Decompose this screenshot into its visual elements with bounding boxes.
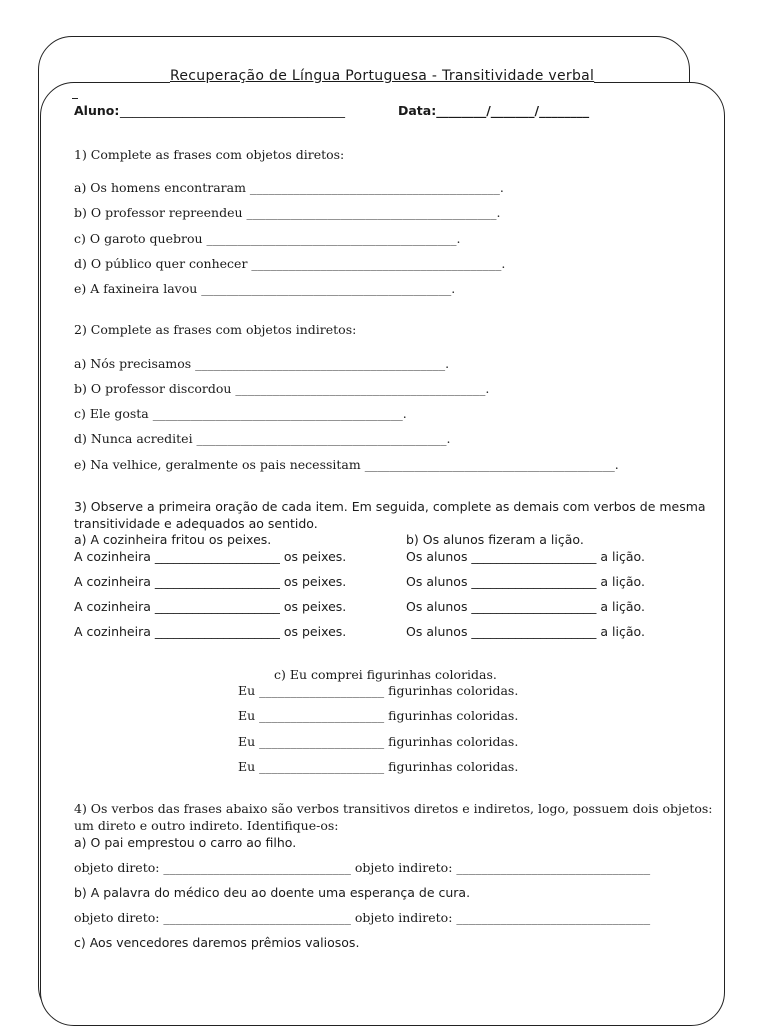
q1-prompt: 1) Complete as frases com objetos diretos:: [74, 147, 345, 162]
q1-item-a[interactable]: a) Os homens encontraram ________________________________________.: [74, 180, 504, 195]
q2-item-e[interactable]: e) Na velhice, geralmente os pais necessitam ________________________________________.: [74, 457, 619, 472]
worksheet-title: Recuperação de Língua Portuguesa - Transitividade verbal: [170, 68, 595, 84]
q1-item-e[interactable]: e) A faxineira lavou ________________________________________.: [74, 281, 456, 296]
q4-b-answer-line[interactable]: objeto direto: ______________________________ objeto indireto: _______________________________: [74, 910, 651, 925]
q4-a-answer-line[interactable]: objeto direto: ______________________________ objeto indireto: _______________________________: [74, 860, 651, 875]
q3-a-row[interactable]: A cozinheira ____________________ os peixes.: [74, 624, 347, 639]
q3-c-row[interactable]: Eu ____________________ figurinhas coloridas.: [238, 734, 519, 749]
aluno-field[interactable]: ____________________________________: [120, 103, 345, 118]
q4-prompt-line2: um direto e outro indireto. Identifique-os:: [74, 818, 339, 833]
date-field[interactable]: Data:________/_______/________: [398, 103, 590, 118]
q3-a-title: a) A cozinheira fritou os peixes.: [74, 532, 272, 547]
decorative-tick: [72, 98, 78, 99]
q3-a-row[interactable]: A cozinheira ____________________ os peixes.: [74, 599, 347, 614]
q3-a-row[interactable]: A cozinheira ____________________ os peixes.: [74, 574, 347, 589]
q4-item-a: a) O pai emprestou o carro ao filho.: [74, 835, 297, 850]
q4-item-b: b) A palavra do médico deu ao doente uma esperança de cura.: [74, 885, 471, 900]
q2-prompt: 2) Complete as frases com objetos indiretos:: [74, 322, 357, 337]
q1-item-d[interactable]: d) O público quer conhecer ________________________________________.: [74, 256, 506, 271]
q3-c-row[interactable]: Eu ____________________ figurinhas coloridas.: [238, 708, 519, 723]
q1-item-b[interactable]: b) O professor repreendeu ________________________________________.: [74, 205, 501, 220]
q4-prompt-line1: 4) Os verbos das frases abaixo são verbos transitivos diretos e indiretos, logo, possuem dois objetos:: [74, 801, 713, 816]
q3-b-row[interactable]: Os alunos ____________________ a lição.: [406, 599, 645, 614]
q3-b-row[interactable]: Os alunos ____________________ a lição.: [406, 574, 645, 589]
q3-c-title: c) Eu comprei figurinhas coloridas.: [274, 667, 497, 682]
q2-item-a[interactable]: a) Nós precisamos ________________________________________.: [74, 356, 450, 371]
q1-item-c[interactable]: c) O garoto quebrou ________________________________________.: [74, 231, 461, 246]
q3-c-row[interactable]: Eu ____________________ figurinhas coloridas.: [238, 683, 519, 698]
aluno-label: Aluno:: [74, 103, 120, 118]
q2-item-c[interactable]: c) Ele gosta ________________________________________.: [74, 406, 407, 421]
q3-b-row[interactable]: Os alunos ____________________ a lição.: [406, 549, 645, 564]
q3-b-row[interactable]: Os alunos ____________________ a lição.: [406, 624, 645, 639]
q2-item-d[interactable]: d) Nunca acreditei ________________________________________.: [74, 431, 451, 446]
q3-prompt-line1: 3) Observe a primeira oração de cada item. Em seguida, complete as demais com verbos de mesma: [74, 499, 706, 514]
q3-a-row[interactable]: A cozinheira ____________________ os peixes.: [74, 549, 347, 564]
q3-prompt-line2: transitividade e adequados ao sentido.: [74, 516, 318, 531]
q3-b-title: b) Os alunos fizeram a lição.: [406, 532, 584, 547]
q2-item-b[interactable]: b) O professor discordou ________________________________________.: [74, 381, 490, 396]
q4-item-c: c) Aos vencedores daremos prêmios valiosos.: [74, 935, 360, 950]
q3-c-row[interactable]: Eu ____________________ figurinhas coloridas.: [238, 759, 519, 774]
